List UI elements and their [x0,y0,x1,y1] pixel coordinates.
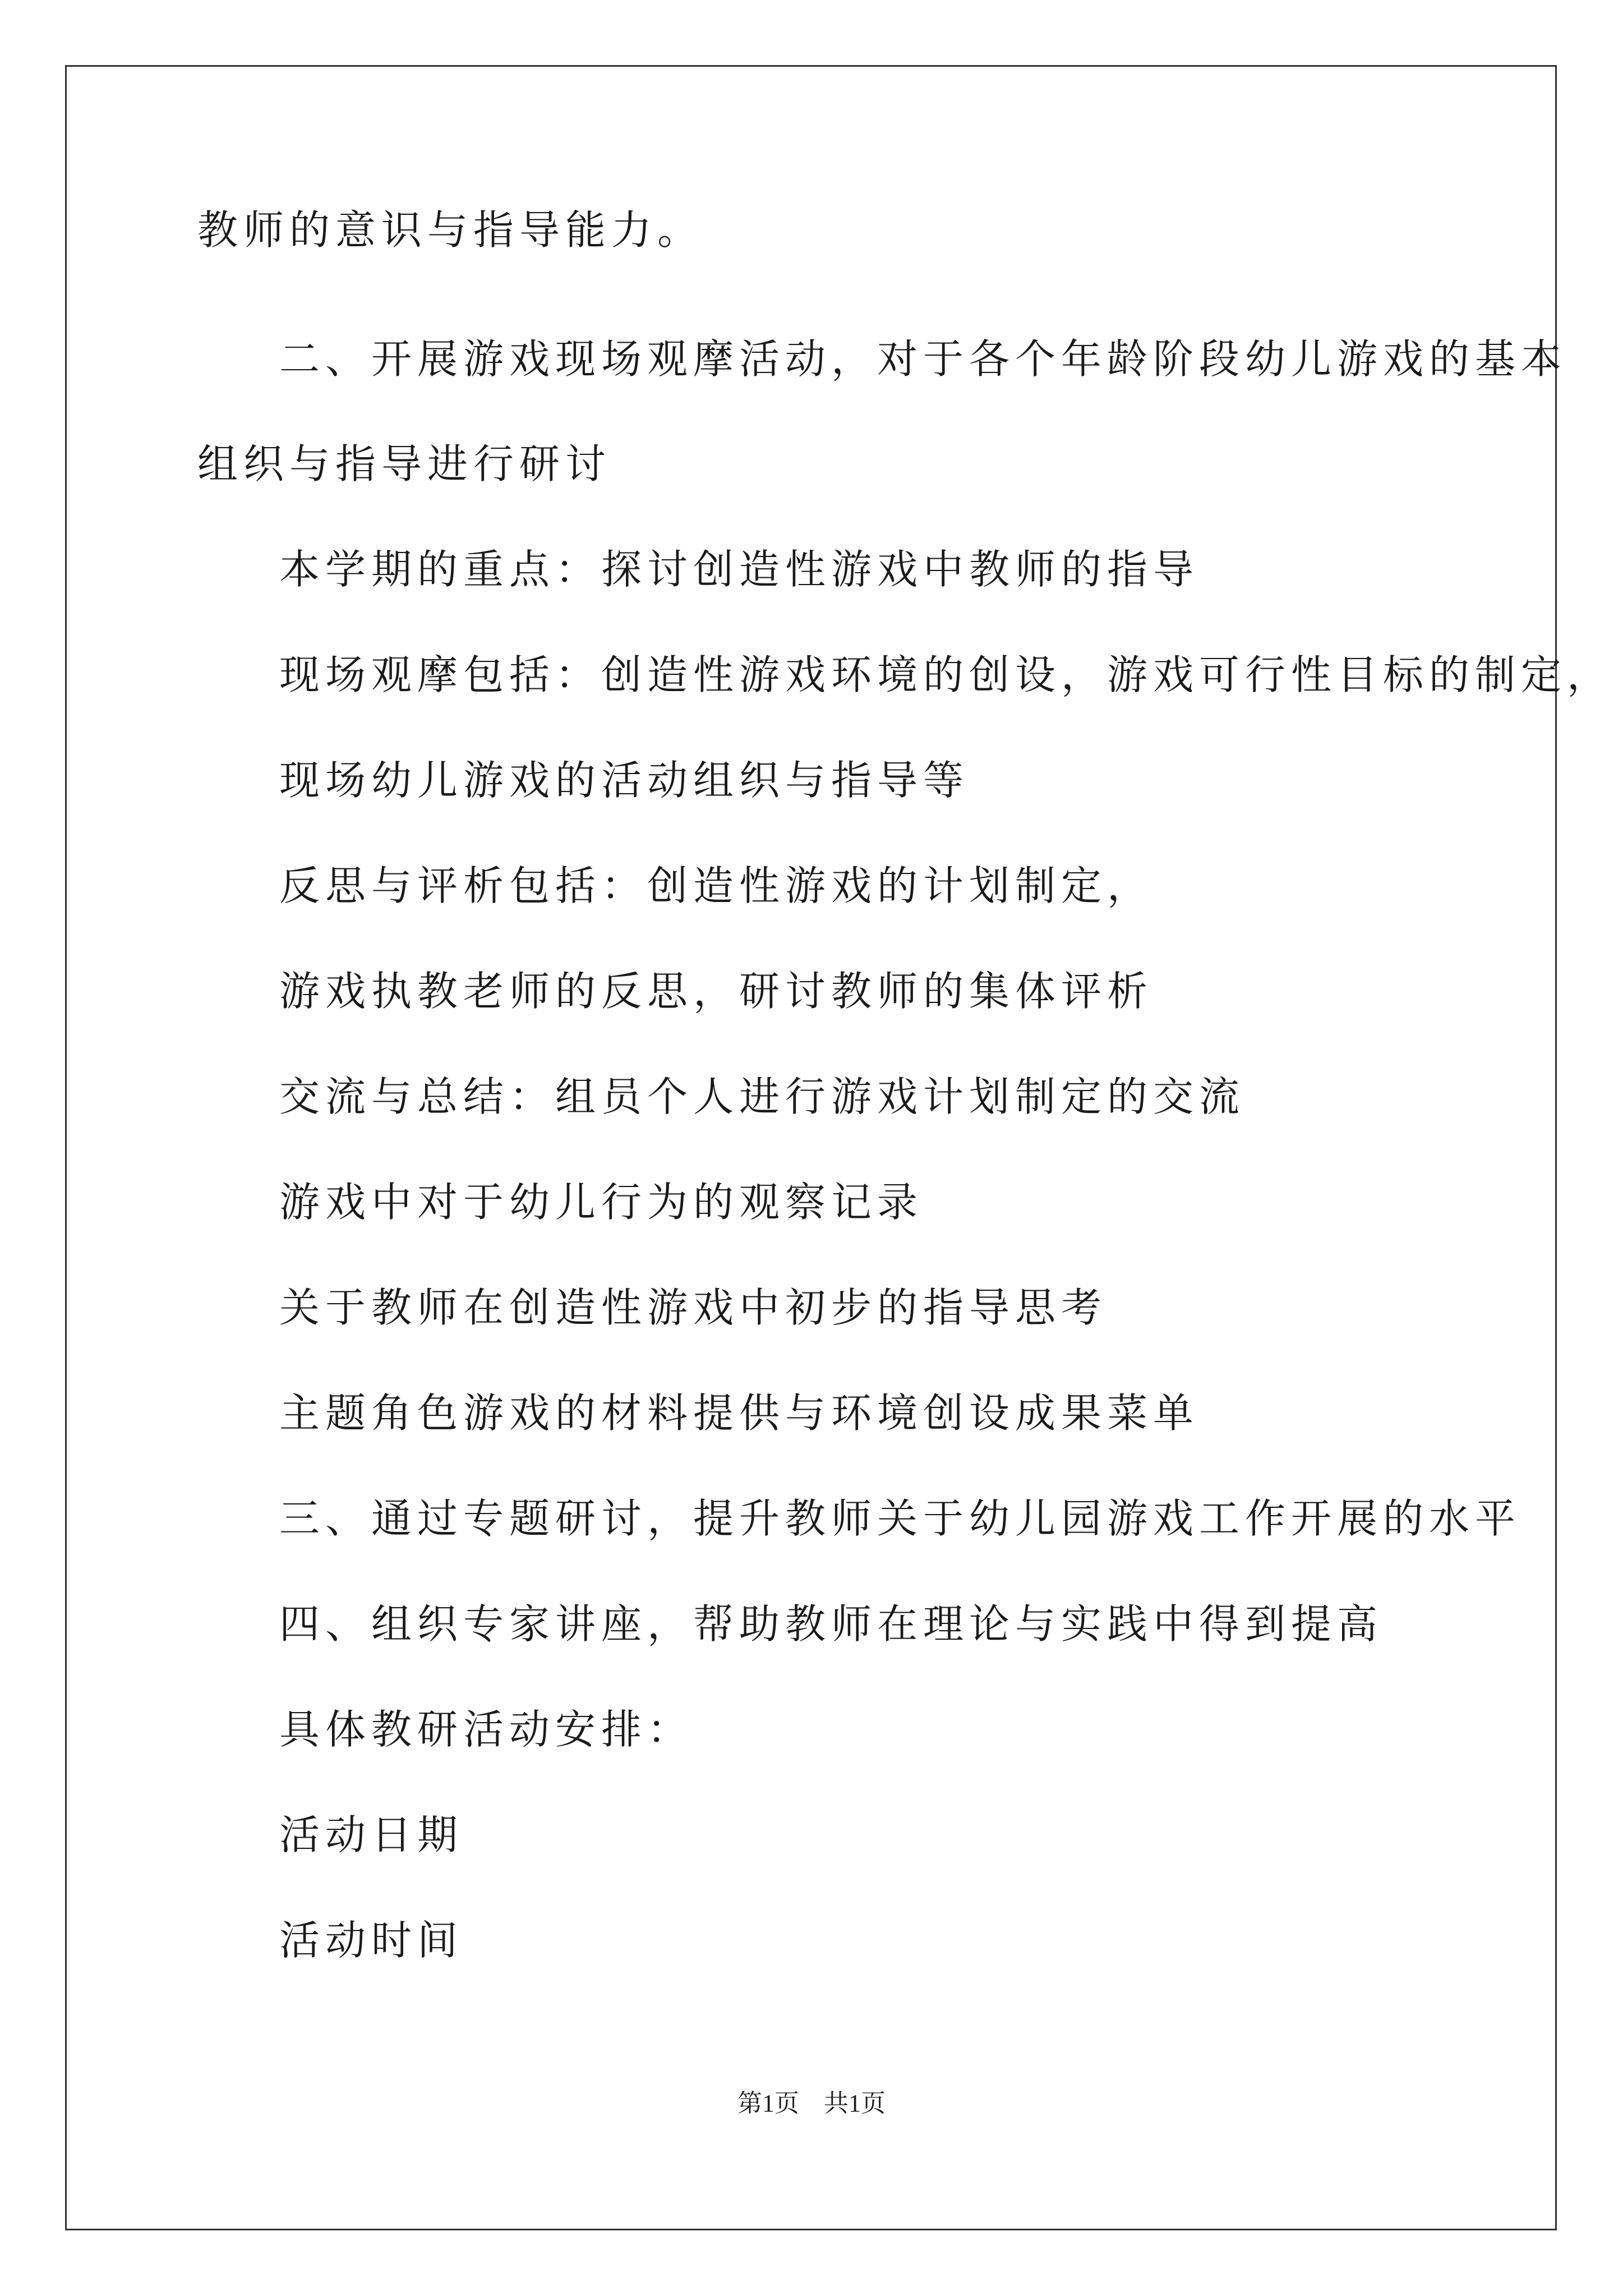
page-number-footer: 第1页 共1页 [737,2090,886,2117]
text-line: 具体教研活动安排： [279,1706,694,1753]
text-line: 四、组织专家讲座，帮助教师在理论与实践中得到提高 [279,1600,1384,1648]
text-line: 二、开展游戏现场观摩活动，对于各个年龄阶段幼儿游戏的基本 [279,335,1567,383]
text-line: 现场幼儿游戏的活动组织与指导等 [279,757,970,804]
text-line: 主题角色游戏的材料提供与环境创设成果菜单 [279,1389,1200,1437]
text-line: 本学期的重点：探讨创造性游戏中教师的指导 [279,546,1200,593]
text-line: 活动日期 [279,1811,464,1858]
text-line: 组织与指导进行研讨 [197,440,612,487]
page-border [65,65,1557,2230]
text-line: 游戏执教老师的反思，研讨教师的集体评析 [279,968,1154,1015]
text-line: 现场观摩包括：创造性游戏环境的创设，游戏可行性目标的制定， [279,651,1613,698]
text-line: 活动时间 [279,1917,464,1964]
text-line: 交流与总结：组员个人进行游戏计划制定的交流 [279,1073,1246,1120]
text-line: 关于教师在创造性游戏中初步的指导思考 [279,1284,1108,1331]
text-line: 游戏中对于幼儿行为的观察记录 [279,1179,924,1226]
text-line: 反思与评析包括：创造性游戏的计划制定， [279,862,1154,909]
text-line: 三、通过专题研讨，提升教师关于幼儿园游戏工作开展的水平 [279,1495,1521,1542]
text-line: 教师的意识与指导能力。 [197,206,704,254]
